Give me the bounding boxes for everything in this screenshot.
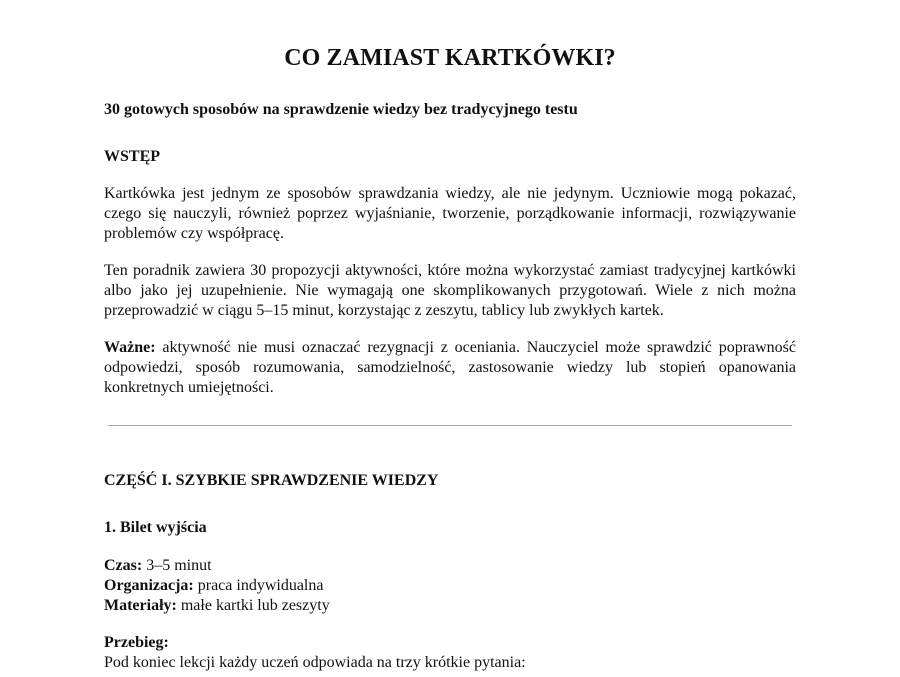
activity-1-procedure-text: Pod koniec lekcji każdy uczeń odpowiada na trzy krótkie pytania: [104, 654, 526, 671]
organization-label: Organizacja: [104, 577, 194, 594]
important-note [104, 338, 796, 398]
materials-label: Materiały: [104, 597, 177, 614]
activity-1-time [104, 556, 796, 576]
organization-value: praca indywidualna [193, 577, 324, 594]
time-value: 3–5 minut [142, 557, 212, 574]
intro-paragraph-2: Ten poradnik zawiera 30 propozycji aktywności, które można wykorzystać zamiast tradycyjnej kartkówki albo jako jej uzupełnienie. Nie wymagają one skomplikowanych przygotowań. Wiele z nich można przeprowadzić w ciągu 5–15 minut, korzystając z zeszytu, tablicy lub zwykłych kartek. [104, 262, 796, 319]
section-divider [108, 425, 792, 426]
activity-1-procedure-label [104, 633, 796, 653]
activity-1-heading: 1. Bilet wyjścia [104, 519, 207, 536]
activity-1-organization [104, 576, 796, 596]
document-subtitle: 30 gotowych sposobów na sprawdzenie wiedzy bez tradycyjnego testu [104, 101, 578, 118]
time-label: Czas: [104, 557, 143, 574]
intro-paragraph-1: Kartkówka jest jednym ze sposobów sprawdzania wiedzy, ale nie jedynym. Uczniowie mogą pokazać, czego się nauczyli, również poprzez wyjaśnianie, tworzenie, porządkowanie informacji, rozwiązywanie problemów czy współpracę. [104, 185, 796, 242]
procedure-label: Przebieg: [104, 634, 169, 651]
materials-value: małe kartki lub zeszyty [176, 597, 330, 614]
part-1-heading: CZĘŚĆ I. SZYBKIE SPRAWDZENIE WIEDZY [104, 472, 439, 489]
intro-heading: WSTĘP [104, 148, 161, 165]
important-label: Ważne: [104, 339, 156, 356]
important-text: aktywność nie musi oznaczać rezygnacji z oceniania. Nauczyciel może sprawdzić poprawność odpowiedzi, sposób rozumowania, samodzielność, zastosowanie wiedzy lub stopień opanowania konkretnych umiejętności. [104, 339, 796, 396]
activity-1-materials [104, 596, 796, 616]
document-title: CO ZAMIAST KARTKÓWKI? [284, 45, 616, 71]
